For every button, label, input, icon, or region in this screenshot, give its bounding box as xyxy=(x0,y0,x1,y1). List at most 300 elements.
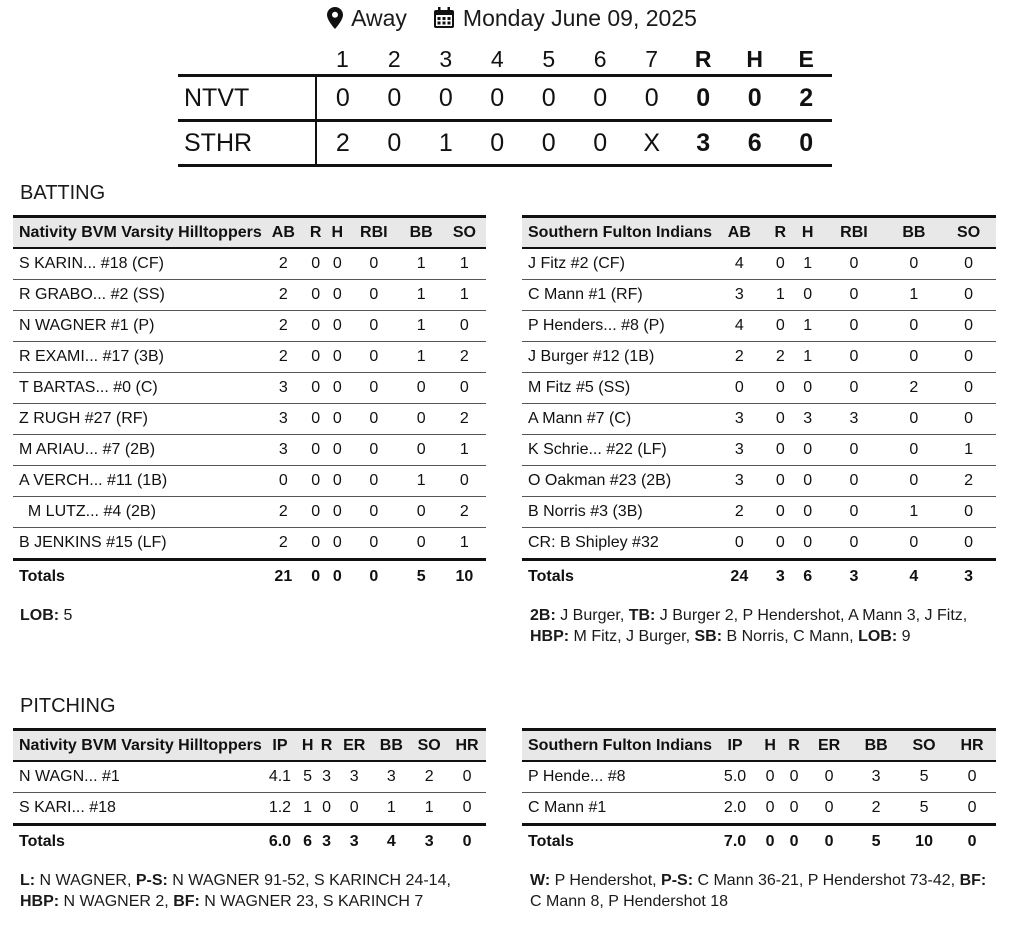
player-name: T BARTAS... #0 (C) xyxy=(13,373,262,404)
note-text: 9 xyxy=(897,628,911,645)
stat-value: 0 xyxy=(348,528,399,560)
stat-value: 0 xyxy=(782,793,806,825)
stat-value: 2 xyxy=(262,280,305,311)
stat-value: 0 xyxy=(348,466,399,497)
stat-value: 0 xyxy=(941,342,996,373)
stat-value: 0 xyxy=(767,497,794,528)
totals-value: 0 xyxy=(305,560,327,594)
note-text: N WAGNER 23, S KARINCH 7 xyxy=(199,893,424,910)
stat-value: 0 xyxy=(806,793,852,825)
stat-value: 0 xyxy=(305,497,327,528)
player-row xyxy=(13,342,486,373)
stat-value: 3 xyxy=(336,761,372,793)
totals-value: 3 xyxy=(410,825,448,859)
player-row xyxy=(522,373,996,404)
totals-value: 4 xyxy=(372,825,410,859)
stat-column-header: R xyxy=(782,730,806,762)
stat-column-header: BB xyxy=(852,730,900,762)
stat-value: 4.1 xyxy=(262,761,298,793)
stat-value: 0 xyxy=(821,248,886,280)
stat-value: 0 xyxy=(348,435,399,466)
stat-value: 3 xyxy=(372,761,410,793)
stat-value: 0 xyxy=(327,342,349,373)
stat-value: 0 xyxy=(348,248,399,280)
player-row xyxy=(13,466,486,497)
stat-value: 1 xyxy=(372,793,410,825)
stat-value: 0 xyxy=(305,280,327,311)
player-name: J Burger #12 (1B) xyxy=(522,342,712,373)
stat-value: 0 xyxy=(305,466,327,497)
player-row xyxy=(13,373,486,404)
player-name: B JENKINS #15 (LF) xyxy=(13,528,262,560)
stat-value: 0 xyxy=(887,466,942,497)
note-text: M Fitz, J Burger, xyxy=(569,628,695,645)
stat-column-header: AB xyxy=(712,217,767,249)
stat-value: 0 xyxy=(443,466,486,497)
stat-value: 0 xyxy=(712,528,767,560)
stat-value: 0 xyxy=(305,435,327,466)
totals-value: 0 xyxy=(758,825,782,859)
player-name: K Schrie... #22 (LF) xyxy=(522,435,712,466)
note-text: C Mann 36-21, P Hendershot 73-42, xyxy=(693,872,960,889)
stat-value: 1 xyxy=(400,311,443,342)
stat-value: 3 xyxy=(794,404,821,435)
stat-value: 0 xyxy=(305,528,327,560)
note-text: N WAGNER, xyxy=(35,872,136,889)
stat-value: 0 xyxy=(443,311,486,342)
totals-value: 3 xyxy=(317,825,336,859)
totals-value: 3 xyxy=(941,560,996,594)
totals-value: 0 xyxy=(948,825,996,859)
stat-value: 3 xyxy=(852,761,900,793)
stat-value: 1 xyxy=(887,280,942,311)
player-name: M ARIAU... #7 (2B) xyxy=(13,435,262,466)
totals-row xyxy=(13,560,486,594)
stat-column-header: ER xyxy=(806,730,852,762)
stat-value: 0 xyxy=(887,342,942,373)
player-name: P Hende... #8 xyxy=(522,761,712,793)
totals-value: 10 xyxy=(900,825,948,859)
stat-value: 4 xyxy=(712,311,767,342)
line-score-corner xyxy=(178,44,316,76)
stat-value: 1.2 xyxy=(262,793,298,825)
stat-value: 3 xyxy=(712,435,767,466)
totals-value: 10 xyxy=(443,560,486,594)
note-text: N WAGNER 91-52, S KARINCH 24-14, xyxy=(167,872,451,889)
stat-value: 1 xyxy=(400,466,443,497)
totals-label: Totals xyxy=(522,560,712,594)
player-row xyxy=(522,280,996,311)
player-row xyxy=(522,311,996,342)
stat-value: 3 xyxy=(262,435,305,466)
player-name: N WAGN... #1 xyxy=(13,761,262,793)
stat-value: 0 xyxy=(767,466,794,497)
stat-column-header: H xyxy=(758,730,782,762)
stat-value: 1 xyxy=(443,528,486,560)
pitching-table-home xyxy=(522,728,996,858)
stat-value: 1 xyxy=(443,435,486,466)
stat-value: 0 xyxy=(348,497,399,528)
stat-value: 0 xyxy=(821,342,886,373)
stat-value: 3 xyxy=(712,466,767,497)
stat-value: 0 xyxy=(305,248,327,280)
player-name: A VERCH... #11 (1B) xyxy=(13,466,262,497)
batting-notes-home xyxy=(530,605,1000,647)
note-label: SB: xyxy=(694,628,723,645)
note-text: J Burger 2, P Hendershot, A Mann 3, J Fitz, xyxy=(655,607,968,624)
totals-row xyxy=(522,560,996,594)
stat-value: 3 xyxy=(712,280,767,311)
stat-column-header: SO xyxy=(410,730,448,762)
player-row xyxy=(522,761,996,793)
stat-value: 0 xyxy=(821,373,886,404)
stat-value: 0 xyxy=(821,497,886,528)
stat-value: 0 xyxy=(887,248,942,280)
stat-value: 1 xyxy=(410,793,448,825)
note-text: P Hendershot, xyxy=(550,872,662,889)
stat-value: 2 xyxy=(941,466,996,497)
batting-table-home xyxy=(522,215,996,593)
player-row xyxy=(522,248,996,280)
stat-value: 2 xyxy=(712,497,767,528)
player-row xyxy=(13,404,486,435)
stat-value: 0 xyxy=(941,373,996,404)
team-name-header: Southern Fulton Indians xyxy=(522,217,712,249)
pitching-notes-away xyxy=(20,870,460,912)
player-row xyxy=(13,435,486,466)
player-name: M Fitz #5 (SS) xyxy=(522,373,712,404)
hits-total: 0 xyxy=(747,83,762,112)
player-name: CR: B Shipley #32 xyxy=(522,528,712,560)
note-label: W: xyxy=(530,872,551,889)
stat-value: 0 xyxy=(400,528,443,560)
player-name: M LUTZ... #4 (2B) xyxy=(13,497,262,528)
stat-value: 0 xyxy=(327,435,349,466)
stat-value: 0 xyxy=(794,435,821,466)
stat-value: 0 xyxy=(348,311,399,342)
stat-column-header: HR xyxy=(448,730,486,762)
totals-value: 6.0 xyxy=(262,825,298,859)
stat-value: 2 xyxy=(887,373,942,404)
stat-value: 1 xyxy=(941,435,996,466)
stat-value: 0 xyxy=(941,404,996,435)
inning-header: 4 xyxy=(490,45,504,72)
hits-header: H xyxy=(746,45,763,72)
stat-value: 3 xyxy=(712,404,767,435)
stat-value: 1 xyxy=(443,280,486,311)
stat-value: 0 xyxy=(941,248,996,280)
totals-label: Totals xyxy=(522,825,712,859)
stat-column-header: RBI xyxy=(821,217,886,249)
player-row xyxy=(13,793,486,825)
line-score-header xyxy=(178,44,832,76)
stat-value: 0 xyxy=(327,404,349,435)
hits-total: 6 xyxy=(747,128,762,157)
stat-value: 5.0 xyxy=(712,761,758,793)
stat-value: 0 xyxy=(794,497,821,528)
stat-value: 1 xyxy=(443,248,486,280)
inning-score: X xyxy=(643,128,661,157)
inning-score: 0 xyxy=(541,128,556,157)
stat-value: 0 xyxy=(941,280,996,311)
stat-column-header: BB xyxy=(887,217,942,249)
totals-value: 6 xyxy=(298,825,317,859)
inning-score: 0 xyxy=(490,83,505,112)
stat-value: 0 xyxy=(327,528,349,560)
stat-value: 5 xyxy=(900,793,948,825)
totals-value: 3 xyxy=(821,560,886,594)
totals-value: 4 xyxy=(887,560,942,594)
stat-value: 0 xyxy=(327,311,349,342)
inning-header: 1 xyxy=(335,45,349,72)
team-name-header: Nativity BVM Varsity Hilltoppers xyxy=(13,730,262,762)
line-score-row-home xyxy=(178,121,832,166)
inning-score: 0 xyxy=(387,128,402,157)
stat-value: 0 xyxy=(948,793,996,825)
totals-value: 5 xyxy=(400,560,443,594)
stat-value: 0 xyxy=(767,404,794,435)
stat-column-header: R xyxy=(317,730,336,762)
stat-value: 0 xyxy=(400,497,443,528)
runs-total: 3 xyxy=(696,128,711,157)
stat-value: 0 xyxy=(317,793,336,825)
batting-section-title: BATTING xyxy=(20,182,106,204)
table-header-row xyxy=(522,217,996,249)
stat-value: 0 xyxy=(794,373,821,404)
stat-value: 2 xyxy=(262,497,305,528)
stat-value: 0 xyxy=(348,373,399,404)
player-name: A Mann #7 (C) xyxy=(522,404,712,435)
totals-value: 0 xyxy=(348,560,399,594)
player-row xyxy=(13,528,486,560)
stat-column-header: AB xyxy=(262,217,305,249)
inning-score: 0 xyxy=(438,83,453,112)
stat-value: 0 xyxy=(448,761,486,793)
stat-value: 3 xyxy=(262,373,305,404)
note-label: P-S: xyxy=(661,872,694,889)
player-name: Z RUGH #27 (RF) xyxy=(13,404,262,435)
errors-total: 0 xyxy=(799,128,814,157)
stat-value: 0 xyxy=(887,435,942,466)
player-row xyxy=(13,497,486,528)
table-header-row xyxy=(522,730,996,762)
note-label: BF: xyxy=(959,872,987,889)
batting-table-away xyxy=(13,215,486,593)
inning-header: 3 xyxy=(439,45,453,72)
stat-value: 1 xyxy=(794,311,821,342)
stat-value: 1 xyxy=(794,248,821,280)
stat-value: 2 xyxy=(410,761,448,793)
stat-value: 3 xyxy=(317,761,336,793)
player-row xyxy=(522,528,996,560)
stat-value: 1 xyxy=(794,342,821,373)
player-name: O Oakman #23 (2B) xyxy=(522,466,712,497)
note-label: HBP: xyxy=(20,893,60,910)
stat-value: 0 xyxy=(887,528,942,560)
stat-value: 0 xyxy=(941,528,996,560)
line-score-row-away xyxy=(178,76,832,121)
stat-value: 0 xyxy=(336,793,372,825)
stat-value: 0 xyxy=(348,342,399,373)
stat-value: 0 xyxy=(887,311,942,342)
team-name-header: Southern Fulton Indians xyxy=(522,730,712,762)
totals-value: 7.0 xyxy=(712,825,758,859)
runs-header: R xyxy=(694,45,712,72)
stat-column-header: H xyxy=(794,217,821,249)
stat-value: 0 xyxy=(348,280,399,311)
totals-value: 0 xyxy=(806,825,852,859)
totals-label: Totals xyxy=(13,825,262,859)
inning-header: 2 xyxy=(387,45,401,72)
player-name: J Fitz #2 (CF) xyxy=(522,248,712,280)
pitching-notes-home xyxy=(530,870,990,912)
errors-header: E xyxy=(798,45,814,72)
stat-value: 0 xyxy=(327,373,349,404)
player-row xyxy=(522,342,996,373)
stat-value: 0 xyxy=(305,373,327,404)
table-header-row xyxy=(13,217,486,249)
player-name: C Mann #1 xyxy=(522,793,712,825)
stat-value: 2 xyxy=(262,248,305,280)
stat-value: 1 xyxy=(767,280,794,311)
stat-value: 0 xyxy=(327,248,349,280)
player-row xyxy=(13,280,486,311)
stat-column-header: ER xyxy=(336,730,372,762)
inning-header: 7 xyxy=(645,45,659,72)
note-label: 2B: xyxy=(530,607,556,624)
stat-value: 0 xyxy=(821,280,886,311)
player-row xyxy=(522,404,996,435)
note-text: N WAGNER 2, xyxy=(59,893,174,910)
note-label: TB: xyxy=(628,607,656,624)
inning-score: 0 xyxy=(316,76,368,121)
inning-header: 6 xyxy=(593,45,607,72)
stat-value: 2 xyxy=(262,528,305,560)
totals-value: 6 xyxy=(794,560,821,594)
stat-value: 0 xyxy=(794,528,821,560)
stat-value: 2 xyxy=(443,404,486,435)
stat-value: 0 xyxy=(327,497,349,528)
stat-value: 1 xyxy=(400,248,443,280)
note-text: 5 xyxy=(59,607,73,624)
stat-value: 1 xyxy=(298,793,317,825)
player-row xyxy=(522,497,996,528)
note-text: J Burger, xyxy=(555,607,629,624)
stat-value: 2 xyxy=(443,342,486,373)
stat-value: 0 xyxy=(305,342,327,373)
stat-value: 2 xyxy=(443,497,486,528)
stat-value: 0 xyxy=(305,404,327,435)
table-header-row xyxy=(13,730,486,762)
pitching-table-away xyxy=(13,728,486,858)
inning-score: 0 xyxy=(541,83,556,112)
player-row xyxy=(522,466,996,497)
totals-value: 0 xyxy=(327,560,349,594)
stat-value: 0 xyxy=(794,280,821,311)
stat-column-header: SO xyxy=(900,730,948,762)
stat-value: 0 xyxy=(348,404,399,435)
stat-value: 0 xyxy=(400,435,443,466)
stat-value: 1 xyxy=(400,280,443,311)
stat-value: 0 xyxy=(443,373,486,404)
stat-value: 0 xyxy=(794,466,821,497)
player-row xyxy=(13,248,486,280)
player-name: N WAGNER #1 (P) xyxy=(13,311,262,342)
stat-value: 0 xyxy=(948,761,996,793)
stat-value: 3 xyxy=(262,404,305,435)
errors-total: 2 xyxy=(799,83,814,112)
note-label: LOB: xyxy=(20,607,60,624)
date-label: Monday June 09, 2025 xyxy=(462,4,697,31)
totals-value: 0 xyxy=(782,825,806,859)
totals-row xyxy=(13,825,486,859)
totals-value: 3 xyxy=(336,825,372,859)
stat-column-header: HR xyxy=(948,730,996,762)
team-abbrev: NTVT xyxy=(184,83,250,112)
inning-score: 1 xyxy=(438,128,453,157)
stat-value: 2 xyxy=(767,342,794,373)
inning-score: 2 xyxy=(316,121,368,166)
location xyxy=(327,5,407,32)
stat-column-header: SO xyxy=(443,217,486,249)
inning-score: 0 xyxy=(387,83,402,112)
inning-score: 0 xyxy=(593,83,608,112)
stat-column-header: IP xyxy=(712,730,758,762)
stat-column-header: R xyxy=(767,217,794,249)
stat-column-header: H xyxy=(327,217,349,249)
totals-value: 24 xyxy=(712,560,767,594)
stat-value: 0 xyxy=(400,404,443,435)
stat-value: 0 xyxy=(305,311,327,342)
stat-value: 1 xyxy=(887,497,942,528)
player-name: S KARIN... #18 (CF) xyxy=(13,248,262,280)
player-row xyxy=(522,435,996,466)
stat-value: 0 xyxy=(821,466,886,497)
stat-value: 0 xyxy=(887,404,942,435)
batting-notes-away xyxy=(20,605,480,626)
stat-value: 0 xyxy=(941,311,996,342)
stat-value: 0 xyxy=(448,793,486,825)
game-date xyxy=(433,5,697,32)
note-label: BF: xyxy=(173,893,200,910)
stat-value: 2.0 xyxy=(712,793,758,825)
stat-value: 1 xyxy=(400,342,443,373)
stat-column-header: SO xyxy=(941,217,996,249)
runs-total: 0 xyxy=(696,83,711,112)
game-header xyxy=(0,2,1024,34)
note-label: LOB: xyxy=(858,628,898,645)
totals-value: 21 xyxy=(262,560,305,594)
player-name: S KARI... #18 xyxy=(13,793,262,825)
stat-value: 0 xyxy=(767,435,794,466)
player-row xyxy=(13,311,486,342)
stat-value: 0 xyxy=(821,528,886,560)
note-label: HBP: xyxy=(530,628,570,645)
stat-value: 4 xyxy=(712,248,767,280)
player-name: B Norris #3 (3B) xyxy=(522,497,712,528)
totals-value: 0 xyxy=(448,825,486,859)
note-label: L: xyxy=(20,872,36,889)
stat-value: 2 xyxy=(262,342,305,373)
note-text: B Norris, C Mann, xyxy=(722,628,859,645)
stat-value: 0 xyxy=(941,497,996,528)
stat-column-header: IP xyxy=(262,730,298,762)
line-score xyxy=(178,44,832,167)
stat-value: 5 xyxy=(900,761,948,793)
note-label: P-S: xyxy=(135,872,168,889)
stat-value: 0 xyxy=(327,280,349,311)
stat-column-header: H xyxy=(298,730,317,762)
